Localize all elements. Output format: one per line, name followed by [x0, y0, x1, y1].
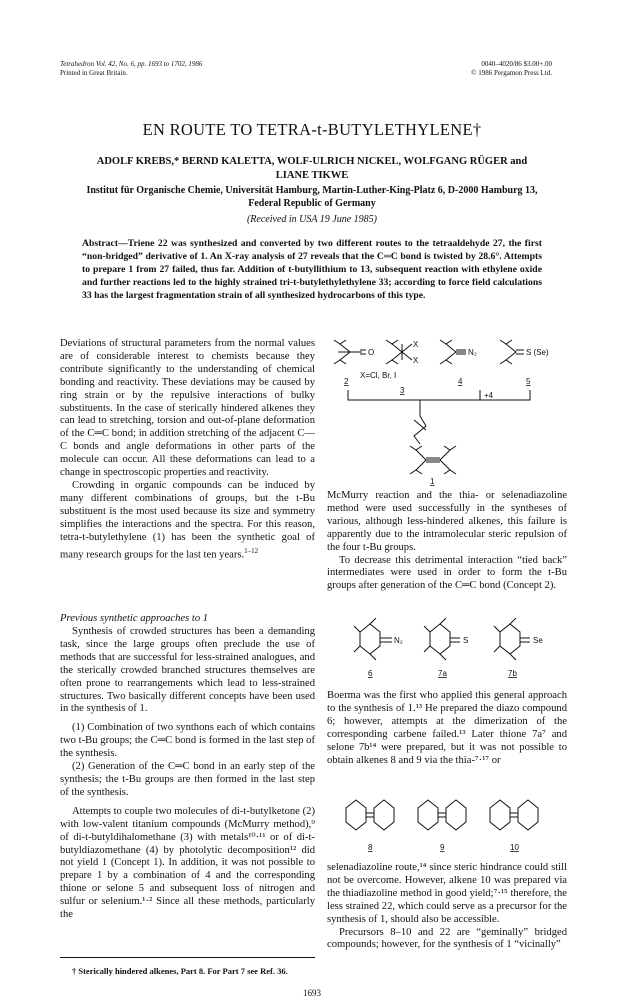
- compound-number-6: 6: [368, 669, 373, 678]
- scheme-1-figure: [330, 338, 570, 486]
- paragraph: Attempts to couple two molecules of di-t-butylketone (2) with low-valent titanium compounds (McMurry method),⁹ of di-t-butyldihalomethane (3) with metals¹⁰·¹¹ or of di-t-butyldiazomethane (4) by photolytic decomposition¹² did not yield 1 (Concept 1). In addition, it was not possible to prepare 1 by a combination of 4 and the corresponding thione or selone 5 and subsequent loss of nitrogen and sulfur or selenium.¹·² Since all these methods, particularly the: [60, 805, 315, 921]
- paragraph: McMurry reaction and the thia- or selenadiazoline method were used successfully in the syntheses of various, although less-hindered alkenes, this failure is apparently due to the intramolecular steric repulsion of the four t-Bu groups.: [327, 490, 567, 553]
- affiliation-line-1: Institut für Organische Chemie, Universität Hamburg, Martin-Luther-King-Platz 6, D-2000 Hamburg 13,: [86, 185, 538, 196]
- price-line: 0040–4020/86 $3.00+.00: [481, 60, 552, 68]
- selenium-label: Se: [533, 636, 543, 645]
- paragraph: (1) Combination of two synthons each of which contains two t-Bu groups; the C═C bond is formed in the last step of the synthesis.: [60, 722, 315, 760]
- footnote: † Sterically hindered alkenes, Part 8. For Part 7 see Ref. 36.: [72, 966, 288, 976]
- diazo-label: N₂: [468, 348, 477, 357]
- compound-number-1: 1: [430, 477, 435, 486]
- compound-number-9: 9: [440, 843, 445, 852]
- right-column-middle: [327, 690, 567, 767]
- paragraph: Precursors 8–10 and 22 are “geminally” bridged compounds; however, for the synthesis of 1 “vicinally”: [327, 926, 567, 951]
- thione-label: S (Se): [526, 348, 549, 357]
- citation-line: Tetrahedron Vol. 42, No. 6, pp. 1693 to 1702, 1986: [60, 60, 203, 68]
- scheme-2-figure: [340, 618, 560, 680]
- paper-title: EN ROUTE TO TETRA-t-BUTYLETHYLENE†: [142, 120, 482, 139]
- authors-line-1: ADOLF KREBS,* BERND KALETTA, WOLF-ULRICH NICKEL, WOLFGANG RÜGER and: [96, 156, 528, 167]
- received-date: (Received in USA 19 June 1985): [246, 214, 378, 225]
- affiliation: [60, 184, 564, 210]
- compound-number-5: 5: [526, 377, 531, 386]
- left-column: [60, 338, 315, 562]
- compound-number-4: 4: [458, 377, 463, 386]
- right-column-bottom: [327, 862, 567, 952]
- footnote-rule: [60, 957, 315, 958]
- section-heading: Previous synthetic approaches to 1: [60, 613, 209, 624]
- printed-line: Printed in Great Britain.: [60, 69, 128, 77]
- compound-number-7b: 7b: [508, 669, 517, 678]
- paragraph: (2) Generation of the C═C bond in an early step of the synthesis; the t-Bu groups are then formed in the last step of the synthesis.: [60, 761, 315, 798]
- compound-number-2: 2: [344, 377, 349, 386]
- paragraph: selenadiazoline route,¹⁴ since steric hindrance could still not be overcome. However, alkene 10 was prepared via the thiadiazoline method in good yield;⁷·¹⁵ therefore, the less strained 22, which could serve as a precursor for the synthesis of 1, should also be accessible.: [327, 862, 567, 925]
- paragraph: Deviations of structural parameters from the normal values are of considerable interest to chemists because they contribute significantly to the understanding of chemical bonding and reactivity. These deviations may be caused by ring strain or by the repulsive interactions of bulky substituents. In the case of sterically hindered alkenes they can lead to stretching, torsion and out-of-plane deformation of the C═C bond; in addition stretching of the adjacent C—C bonds and angle deformations in other parts of the molecule can occur. All these deformations can lead to a change in spectroscopic properties and reactivity.: [60, 338, 315, 479]
- halogen-label: X: [413, 340, 419, 349]
- plus-4-label: +4: [484, 391, 494, 400]
- paragraph: Synthesis of crowded structures has been a demanding task, since the large groups often preclude the use of methods that are successful for less-strained analogues, and the sterically crowded branched structures themselves are often prone to rearrangements which lead to less-strained structures. Two basically different concepts have been used in the synthesis of 1.: [60, 626, 315, 715]
- abstract-label: Abstract: [82, 238, 119, 249]
- journal-citation: [60, 60, 202, 78]
- paragraph-text: Crowding in organic compounds can be induced by many different combinations of groups, but the t-Bu substituent is the most used because its size and symmetry simplifies the interactions and the spectra. For this reason, tetra-t-butylethylene (1) has been the synthetic goal of many research groups for the last ten years.: [60, 479, 315, 561]
- author-list: [60, 155, 564, 183]
- abstract-text: —Triene 22 was synthesized and converted by two different routes to the tetraaldehyde 27, the first “non-bridged” derivative of 1. An X-ray analysis of 27 reveals that the C═C bond is twisted by 28.6°. Attempts to prepare 1 from 27 failed, thus far. Addition of t-butyllithium to 13, subsequent reaction with ethylene oxide and further reactions led to the highly strained tri-t-butylethylethylene 33; according to force field calculations 33 has the largest fragmentation strain of all synthesized hydrocarbons of this type.: [82, 238, 542, 301]
- reference-marker: 1–12: [244, 546, 259, 555]
- page-number: 1693: [303, 988, 321, 998]
- journal-price: [471, 60, 552, 78]
- paragraph: To decrease this detrimental interaction “tied back” intermediates were used in order to form the t-Bu groups after generation of the C═C bond (Concept 2).: [327, 554, 567, 592]
- scheme-3-figure: [340, 792, 560, 854]
- scheme-1-structures: [330, 338, 570, 486]
- paragraph: Boerma was the first who applied this general approach to the synthesis of 1.¹³ He prepared the diazo compound 6; however, attempts at the dimerization of the corresponding carbene failed.¹³ Later thione 7a⁷ and selone 7b¹⁴ were prepared, but it was not possible to obtain alkenes 8 and 9 via the thia-⁷·¹⁷ or: [327, 690, 567, 766]
- right-column-top: [327, 490, 567, 593]
- oxygen-label: O: [368, 348, 375, 357]
- halogen-label: X: [413, 356, 419, 365]
- abstract: [82, 237, 542, 302]
- scheme-3-structures: [340, 792, 560, 854]
- compound-number-7a: 7a: [438, 669, 447, 678]
- halogen-definition: X=Cl, Br, I: [360, 371, 397, 380]
- copyright-line: © 1986 Pergamon Press Ltd.: [471, 69, 552, 77]
- scheme-2-structures: [340, 618, 560, 680]
- left-column-section: [60, 626, 315, 922]
- sulfur-label: S: [463, 636, 469, 645]
- affiliation-line-2: Federal Republic of Germany: [248, 198, 376, 209]
- diazo-label: N₂: [394, 636, 403, 645]
- compound-number-8: 8: [368, 843, 373, 852]
- compound-number-10: 10: [510, 843, 519, 852]
- paragraph: [60, 480, 315, 562]
- authors-line-2: LIANE TIKWE: [275, 170, 349, 181]
- compound-number-3: 3: [400, 386, 405, 395]
